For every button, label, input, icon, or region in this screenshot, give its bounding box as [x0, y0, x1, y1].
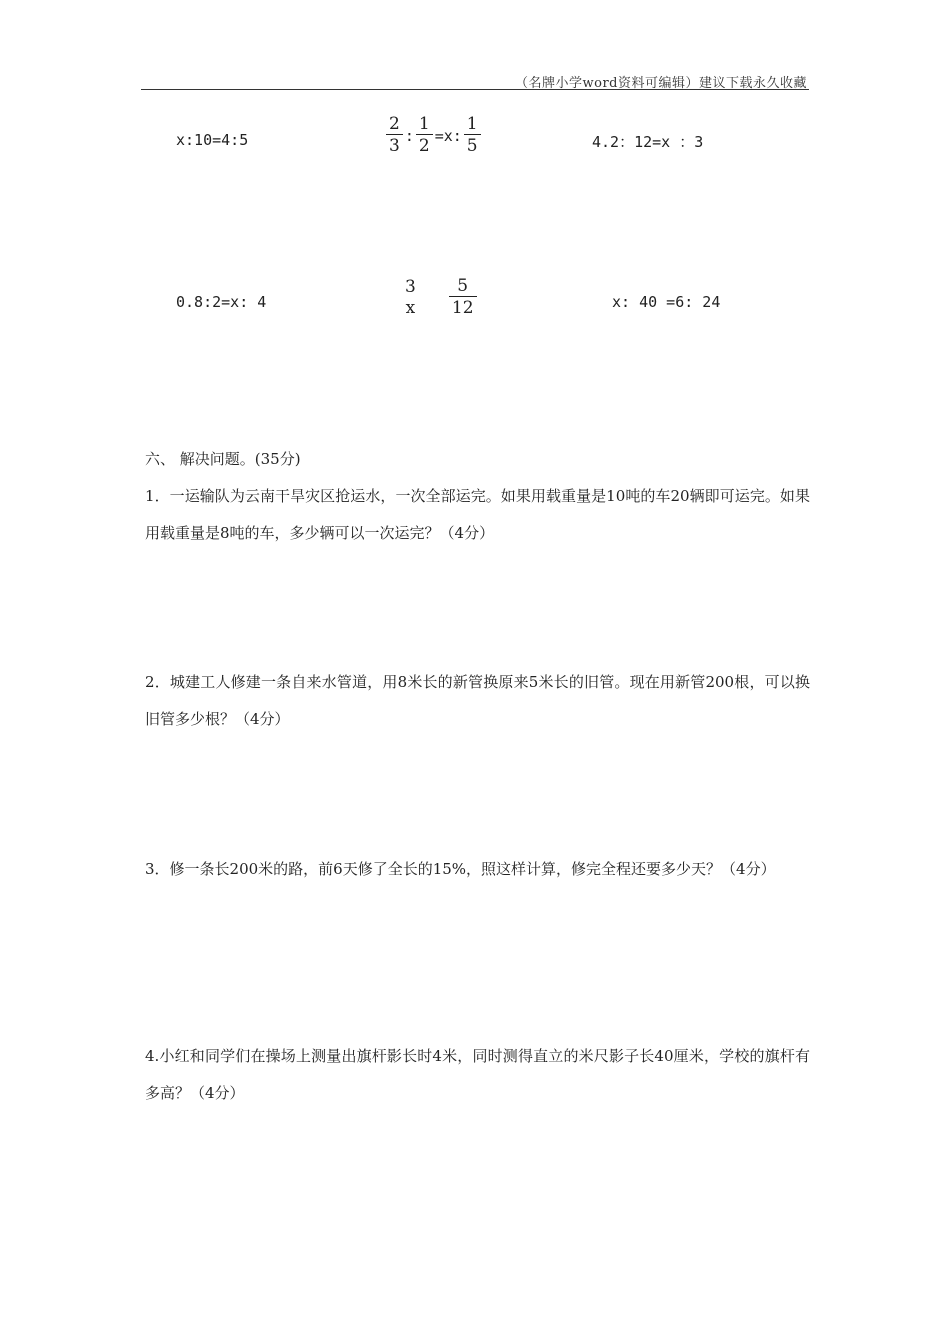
equation-1: x:10=4:5 [176, 131, 249, 149]
fraction-denominator: 5 [466, 136, 478, 156]
equation-5 [402, 276, 477, 319]
fraction-denominator: 12 [451, 298, 474, 318]
fraction-2-3 [386, 114, 403, 157]
fraction-1-2 [416, 114, 433, 157]
problem-4: 4.小红和同学们在操场上测量出旗杆影长时4米，同时测得直立的米尺影子长40厘米，学校的旗杆有多高？（4分） [145, 1047, 810, 1102]
fraction-numerator: 1 [464, 114, 481, 135]
header-divider [141, 89, 809, 90]
fraction-denominator: x [405, 297, 416, 318]
fraction-5-12 [449, 276, 477, 319]
equation-6: x: 40 =6: 24 [612, 293, 721, 311]
problem-2: 2．城建工人修建一条自来水管道，用8米长的新管换原来5米长的旧管。现在用新管200根，可以换旧管多少根？（4分） [145, 673, 810, 728]
fraction-1-5 [464, 114, 481, 157]
fraction-denominator: 3 [389, 136, 400, 156]
problem-1: 1．一运输队为云南干旱灾区抢运水，一次全部运完。如果用载重量是10吨的车20辆即可运完。如果用载重量是8吨的车，多少辆可以一次运完？（4分） [145, 487, 810, 542]
fraction-numerator: 1 [416, 114, 433, 135]
equation-3: 4.2：12=x ：3 [592, 133, 704, 151]
fraction-numerator: 3 [405, 276, 416, 297]
section-title: 六、 解决问题。(35分) [145, 450, 301, 468]
fraction-numerator: 5 [449, 276, 477, 297]
fraction-numerator: 2 [386, 114, 403, 135]
fraction-3-x [402, 277, 419, 319]
fraction-denominator: 2 [418, 136, 430, 156]
equation-4: 0.8:2=x: 4 [176, 293, 267, 311]
page-header-text: （名牌小学word资料可编辑）建议下载永久收藏 [515, 76, 807, 91]
problem-3: 3．修一条长200米的路，前6天修了全长的15%，照这样计算，修完全程还要多少天？（4分） [145, 860, 776, 878]
ratio-colon: : [404, 126, 414, 145]
equals-x-colon: =x: [434, 126, 462, 145]
equation-2 [386, 114, 481, 157]
